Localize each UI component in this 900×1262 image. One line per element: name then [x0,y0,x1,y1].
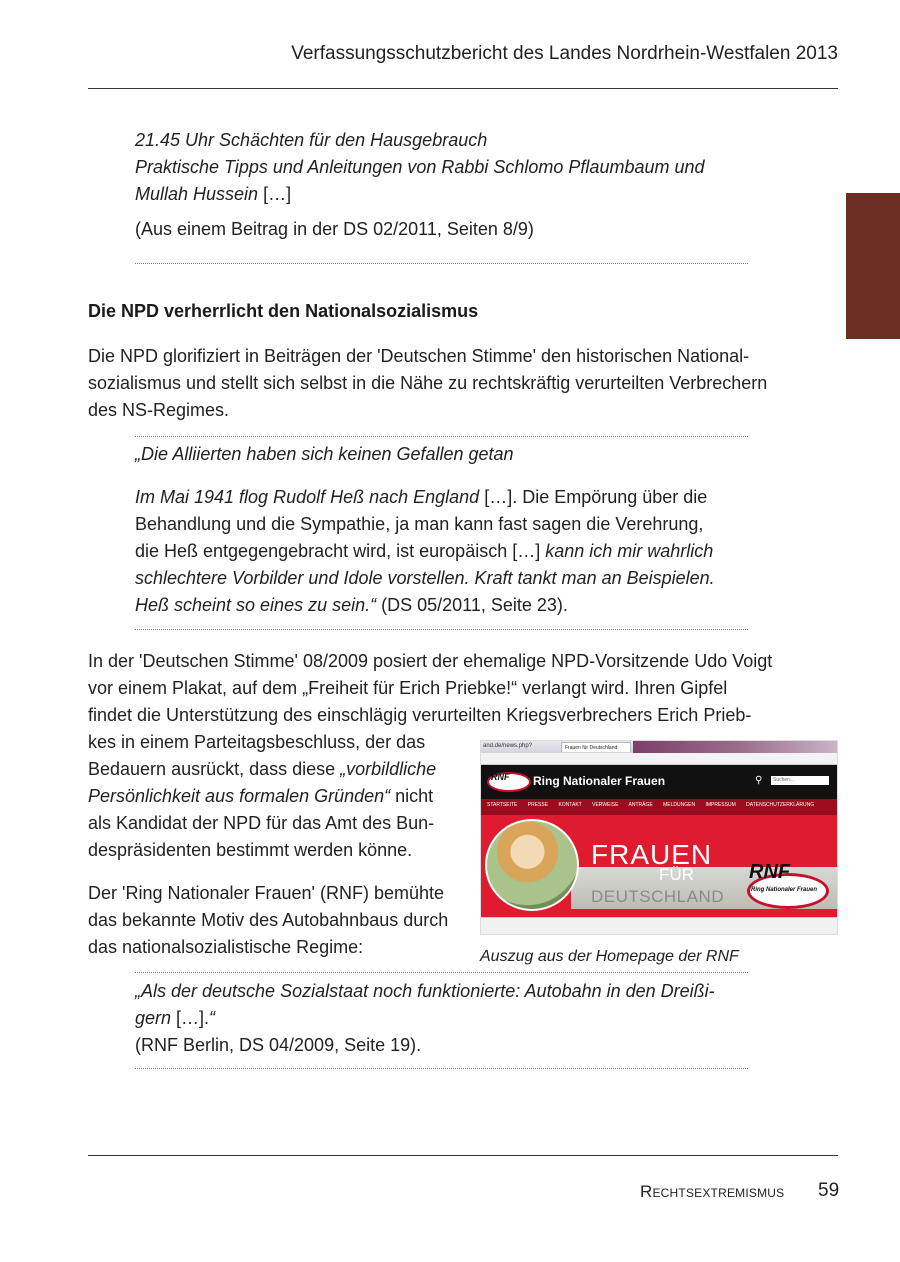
paragraph-2-line: In der 'Deutschen Stimme' 08/2009 posiert der ehemalige NPD-Vorsitzende Udo Voigt [88,651,773,671]
site-nav-item: IMPRESSUM [705,802,736,808]
page-number: 59 [818,1180,840,1201]
paragraph-2-line: despräsidenten bestimmt werden könne. [88,840,413,860]
browser-titlebar-decoration [633,741,837,753]
paragraph-1-line: Die NPD glorifiziert in Beiträgen der 'Deutschen Stimme' den historischen National- [88,346,750,366]
site-content-area [481,917,837,935]
site-nav-item: KONTAKT [558,802,582,808]
quote-2-line-3-italic: kann ich mir wahrlich [545,541,714,561]
quote-1-line-2: Praktische Tipps und Anleitungen von Rabbi Schlomo Pflaumbaum und [135,157,705,177]
search-icon: ⚲ [755,775,763,786]
paragraph-2-line [88,756,468,783]
site-nav-item: VERWEISE [592,802,619,808]
site-nav-items [487,802,823,808]
quote-3-text: […]. [176,1008,210,1028]
dotted-divider [135,263,748,264]
paragraph-2-line: kes in einem Parteitagsbeschluss, der das [88,732,426,752]
chapter-tab [846,193,900,339]
paragraph-2-italic: Persönlichkeit aus formalen Gründen“ [88,786,396,806]
site-nav-item: PRESSE [527,802,549,808]
website-screenshot [480,740,838,935]
quote-2 [135,441,760,619]
quote-2-line-5-rest: (DS 05/2011, Seite 23). [381,595,568,615]
quote-3-source: (RNF Berlin, DS 04/2009, Seite 19). [135,1035,422,1055]
paragraph-2-continued [88,729,468,864]
dotted-divider [135,436,748,437]
quote-2-line-5 [135,592,760,619]
dotted-divider [135,972,748,973]
quote-1-line-3-italic: Mullah Hussein [135,184,264,204]
browser-url: and.de/news.php? [483,743,533,749]
quote-2-line-3-rest: die Heß entgegengebracht wird, ist europäisch […] [135,541,546,561]
paragraph-3 [88,880,468,961]
paragraph-2-line: findet die Unterstützung des einschlägig verurteilten Kriegsverbrechers Erich Prieb- [88,705,752,725]
footer-section-title: Rechtsextremismus [640,1182,785,1201]
quote-2-line-5-italic: Heß scheint so eines zu sein.“ [135,595,382,615]
quote-1-source: (Aus einem Beitrag in der DS 02/2011, Seiten 8/9) [135,219,534,239]
quote-3-line-2 [135,1005,760,1032]
paragraph-1-line: des NS-Regimes. [88,400,230,420]
banner-photo [485,819,579,911]
quote-2-line-1 [135,484,760,511]
quote-2-line-4: schlechtere Vorbilder und Idole vorstellen. Kraft tankt man an Beispielen. [135,568,715,588]
quote-2-line-1-italic: Im Mai 1941 flog Rudolf Heß nach England [135,487,485,507]
site-nav-item: DATENSCHUTZERKLÄRUNG [746,802,815,808]
quote-1-line-3-rest: […] [263,184,292,204]
banner-text-3: DEUTSCHLAND [591,887,725,906]
browser-toolbar [481,753,837,765]
site-name: Ring Nationaler Frauen [533,774,666,788]
paragraph-2-text: Bedauern ausrückt, dass diese [88,759,341,779]
banner-text-1: FRAUEN [591,839,713,870]
quote-2-title: „Die Alliierten haben sich keinen Gefallen getan [135,444,514,464]
paragraph-2 [88,648,818,729]
paragraph-2-line: als Kandidat der NPD für das Amt des Bun- [88,813,435,833]
dotted-divider [135,1068,748,1069]
site-nav-item: MELDUNGEN [663,802,696,808]
section-heading: Die NPD verherrlicht den Nationalsozialismus [88,301,479,321]
quote-3-line-1: „Als der deutsche Sozialstaat noch funktionierte: Autobahn in den Dreißi- [135,981,715,1001]
quote-3-closing-mark: “ [209,1008,216,1028]
paragraph-2-line [88,783,468,810]
paragraph-3-line: das bekannte Motiv des Autobahnbaus durch [88,910,449,930]
site-search-input: Suchen... [771,776,829,785]
paragraph-2-text: nicht [395,786,434,806]
dotted-divider [135,629,748,630]
quote-1-line-3 [135,181,760,208]
paragraph-2-line: vor einem Plakat, auf dem „Freiheit für Erich Priebke!“ verlangt wird. Ihren Gipfel [88,678,728,698]
paragraph-1 [88,343,808,424]
site-logo-text: RNF [491,772,510,782]
quote-2-line-3 [135,538,760,565]
header-rule [88,88,838,89]
quote-2-line-2: Behandlung und die Sympathie, ja man kann fast sagen die Verehrung, [135,514,704,534]
running-header: Verfassungsschutzbericht des Landes Nordrhein-Westfalen 2013 [291,43,838,64]
quote-1-line-1: 21.45 Uhr Schächten für den Hausgebrauch [135,130,488,150]
footer-rule [88,1155,838,1156]
rnf-badge-title: RNF [749,861,791,883]
quote-1 [135,127,760,243]
site-nav-item: STARTSEITE [487,802,518,808]
quote-3 [135,978,760,1059]
quote-3-italic: gern [135,1008,177,1028]
paragraph-3-line: das nationalsozialistische Regime: [88,937,364,957]
paragraph-3-line: Der 'Ring Nationaler Frauen' (RNF) bemühte [88,883,445,903]
site-nav-item: ANTRÄGE [628,802,653,808]
figure-caption: Auszug aus der Homepage der RNF [480,948,739,965]
quote-2-line-1-rest: […]. Die Empörung über die [484,487,708,507]
rnf-badge-subtitle: Ring Nationaler Frauen [751,887,818,893]
paragraph-2-italic: „vorbildliche [340,759,437,779]
banner-text-2: FÜR [659,865,694,884]
paragraph-1-line: sozialismus und stellt sich selbst in die Nähe zu rechtskräftig verurteilten Verbrechern [88,373,768,393]
browser-tab: Frauen für Deutschland [561,742,631,752]
